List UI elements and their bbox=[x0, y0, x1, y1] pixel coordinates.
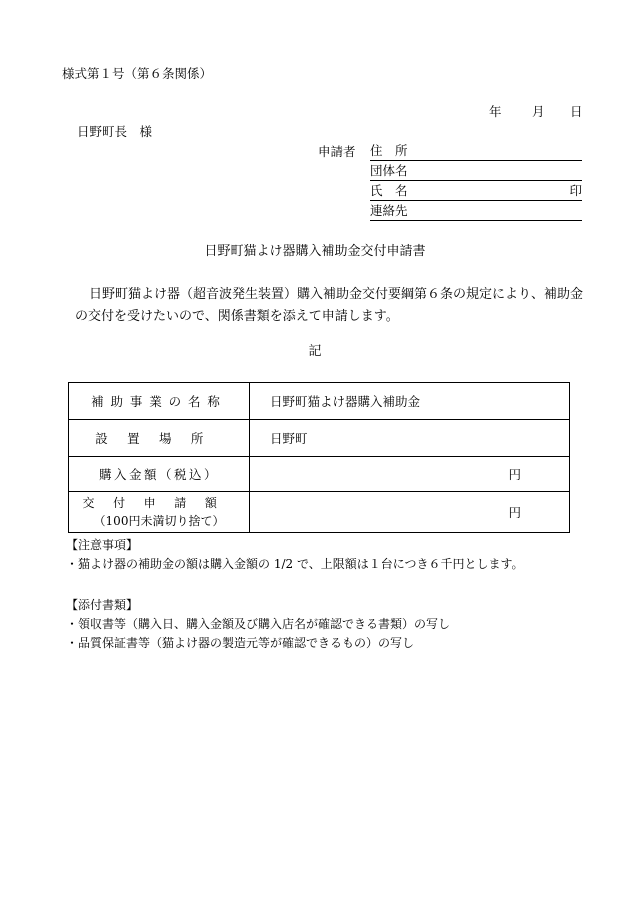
yen-unit: 円 bbox=[508, 467, 521, 482]
attachments-item: ・領収書等（購入日、購入金額及び購入店名が確認できる書類）の写し bbox=[66, 617, 451, 631]
seal-mark: 印 bbox=[569, 183, 582, 198]
date-year: 年 bbox=[489, 104, 502, 119]
grant-amount-value[interactable] bbox=[250, 492, 570, 533]
address-field[interactable] bbox=[370, 142, 582, 161]
body-text: 日野町猫よけ器（超音波発生装置）購入補助金交付要綱第６条の規定により、補助金の交付を受けたいので、関係書類を添えて申請します。 bbox=[75, 287, 584, 324]
addressee: 日野町長 様 bbox=[77, 124, 153, 139]
grant-amount-note: （100円未満切り捨て） bbox=[93, 514, 225, 528]
purchase-amount-value[interactable] bbox=[250, 457, 570, 492]
applicant-label: 申請者 bbox=[318, 144, 356, 159]
date-day: 日 bbox=[570, 104, 583, 119]
location-label: 設置場所 bbox=[69, 420, 250, 457]
application-table bbox=[68, 382, 570, 533]
grant-amount-label bbox=[69, 492, 250, 533]
project-name-value[interactable]: 日野町猫よけ器購入補助金 bbox=[250, 383, 570, 420]
org-name-label: 団体名 bbox=[370, 163, 408, 178]
name-field[interactable] bbox=[370, 182, 582, 201]
purchase-amount-label: 購入金額（税込） bbox=[69, 457, 250, 492]
table-row bbox=[69, 383, 570, 420]
form-number: 様式第１号（第６条関係） bbox=[62, 66, 213, 81]
name-label: 氏 名 bbox=[370, 183, 408, 198]
document-title: 日野町猫よけ器購入補助金交付申請書 bbox=[204, 244, 426, 259]
address-label: 住 所 bbox=[370, 143, 408, 158]
location-value[interactable]: 日野町 bbox=[250, 420, 570, 457]
attachments-heading: 【添付書類】 bbox=[66, 598, 139, 612]
date-month: 月 bbox=[532, 104, 545, 119]
project-name-label: 補助事業の名称 bbox=[69, 383, 250, 420]
table-row bbox=[69, 457, 570, 492]
ki-heading: 記 bbox=[308, 344, 322, 359]
table-row bbox=[69, 492, 570, 533]
contact-field[interactable] bbox=[370, 202, 582, 221]
yen-unit: 円 bbox=[508, 505, 521, 520]
org-name-field[interactable] bbox=[370, 162, 582, 181]
notes-item: ・猫よけ器の補助金の額は購入金額の 1/2 で、上限額は１台につき６千円とします。 bbox=[66, 557, 524, 571]
table-row bbox=[69, 420, 570, 457]
grant-amount-title: 交付申請額 bbox=[82, 496, 236, 510]
contact-label: 連絡先 bbox=[370, 203, 408, 218]
notes-heading: 【注意事項】 bbox=[66, 538, 139, 552]
attachments-item: ・品質保証書等（猫よけ器の製造元等が確認できるもの）の写し bbox=[66, 636, 415, 650]
